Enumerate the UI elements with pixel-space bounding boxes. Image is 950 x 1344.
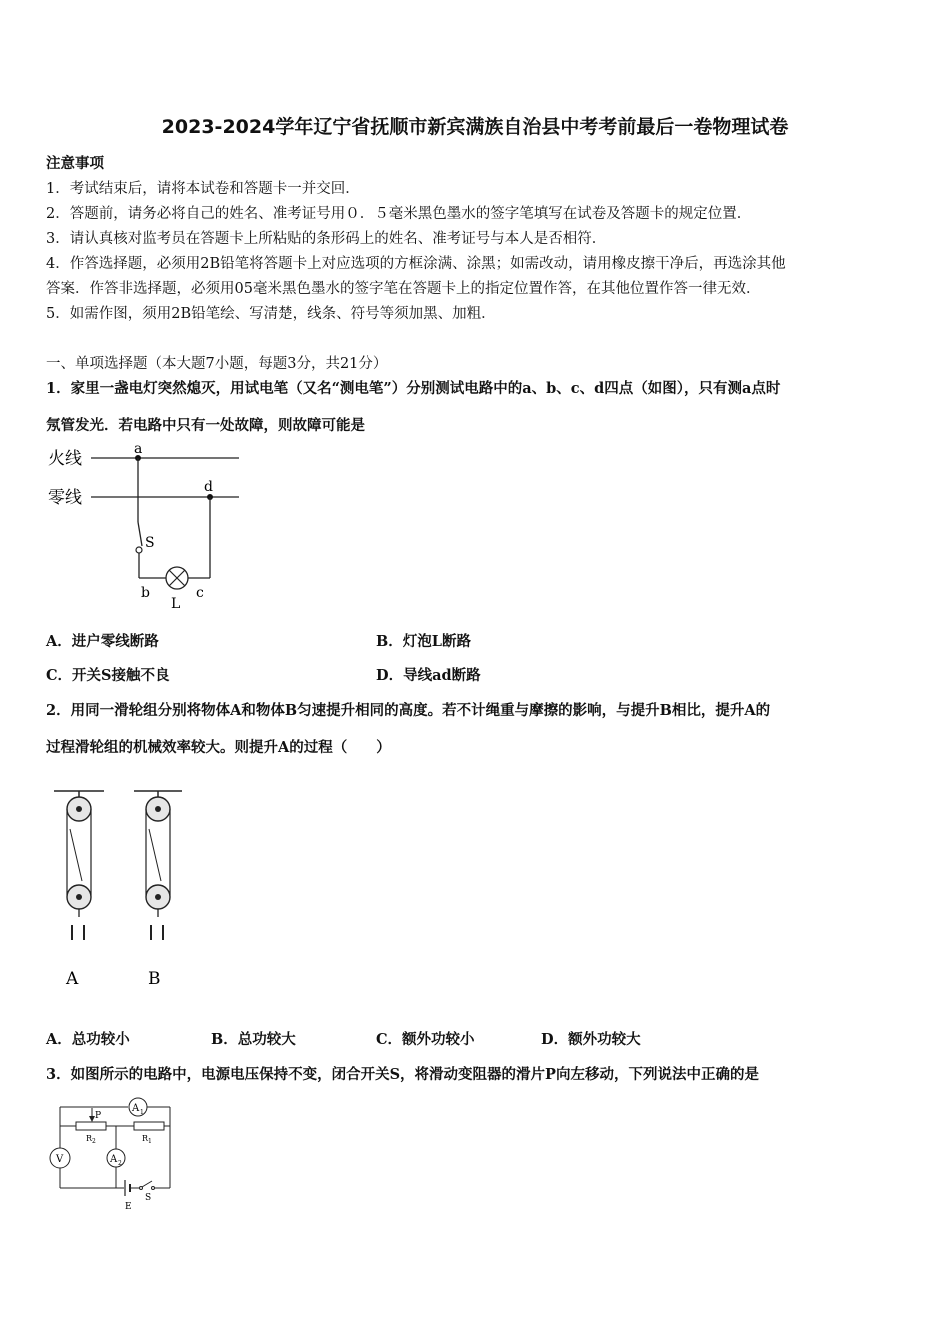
notice-item: 2．答题前，请务必将自己的姓名、准考证号用０．５毫米黑色墨水的签字笔填写在试卷及答题卡的规定位置． — [46, 206, 752, 222]
notice-item: 1．考试结束后，请将本试卷和答题卡一并交回． — [46, 181, 360, 197]
q1-option-a: A．进户零线断路 — [46, 633, 159, 650]
notice-item: 5．如需作图，须用2B铅笔绘、写清楚，线条、符号等须加黑、加粗． — [46, 306, 496, 322]
r1-sub: 1 — [148, 1138, 152, 1145]
ammeter-a1-label: A — [132, 1103, 140, 1114]
question-1-text-cont: 氖管发光．若电路中只有一处故障，则故障可能是 — [46, 417, 365, 434]
question-2-text: 2．用同一滑轮组分别将物体A和物体B匀速提升相同的高度。若不计绳重与摩擦的影响，与提升B相比，提升A的 — [46, 702, 771, 719]
q2-option-c: C．额外功较小 — [376, 1031, 475, 1048]
notice-item: 4．作答选择题，必须用2B铅笔将答题卡上对应选项的方框涂满、涂黑；如需改动，请用橡皮擦干净后，再选涂其他 — [46, 256, 786, 272]
notice-item: 答案．作答非选择题，必须用05毫米黑色墨水的签字笔在答题卡上的指定位置作答，在其他位置作答一律无效． — [46, 281, 761, 297]
notice-heading: 注意事项 — [46, 155, 104, 172]
question-2-text-cont: 过程滑轮组的机械效率较大。则提升A的过程（ ） — [46, 739, 391, 756]
circuit-diagram-q1 — [46, 440, 246, 615]
q2-option-a: A．总功较小 — [46, 1031, 130, 1048]
ammeter-a2-label: A — [110, 1154, 118, 1165]
battery-e-label: E — [125, 1202, 132, 1212]
ammeter-a2-sub: 2 — [118, 1160, 122, 1167]
r2-sub: 2 — [92, 1138, 96, 1145]
q2-option-b: B．总功较大 — [211, 1031, 296, 1048]
q1-option-d: D．导线ad断路 — [376, 667, 481, 684]
notice-item: 3．请认真核对监考员在答题卡上所粘贴的条形码上的姓名、准考证号与本人是否相符． — [46, 231, 607, 247]
q2-option-d: D．额外功较大 — [541, 1031, 641, 1048]
pulley-a-label: A — [66, 969, 79, 989]
section-heading: 一、单项选择题（本大题7小题，每题3分，共21分） — [46, 356, 388, 372]
voltmeter-label: V — [56, 1154, 64, 1165]
bulb-l-label: L — [171, 596, 181, 612]
live-wire-label: 火线 — [48, 449, 82, 469]
pulley-b-label: B — [148, 969, 161, 989]
q1-option-c: C．开关S接触不良 — [46, 667, 170, 684]
neutral-wire-label: 零线 — [48, 488, 82, 508]
slider-p-label: P — [95, 1111, 102, 1121]
rheostat-r2-icon — [76, 1122, 106, 1130]
point-d-label: d — [204, 479, 213, 495]
page-title: 2023-2024学年辽宁省抚顺市新宾满族自治县中考考前最后一卷物理试卷 — [161, 116, 789, 138]
question-1-text: 1．家里一盏电灯突然熄灭，用试电笔（又名“测电笔”）分别测试电路中的a、b、c、d四点（如图），只有测a点时 — [46, 380, 781, 397]
resistor-r1-icon — [134, 1122, 164, 1130]
ammeter-a1-sub: 1 — [140, 1109, 144, 1116]
pulley-diagram-q2 — [46, 785, 196, 1000]
circuit-diagram-q3 — [46, 1094, 186, 1214]
point-c-label: c — [196, 585, 204, 601]
switch-s-label: S — [145, 535, 155, 551]
q1-option-b: B．灯泡L断路 — [376, 633, 471, 650]
point-a-label: a — [134, 441, 143, 457]
question-3-text: 3．如图所示的电路中，电源电压保持不变，闭合开关S，将滑动变阻器的滑片P向左移动，下列说法中正确的是 — [46, 1066, 759, 1083]
point-b-label: b — [141, 585, 150, 601]
switch-s-label: S — [145, 1193, 152, 1203]
switch-icon — [142, 1181, 152, 1187]
r2-label: R — [86, 1134, 93, 1143]
r1-label: R — [142, 1134, 149, 1143]
